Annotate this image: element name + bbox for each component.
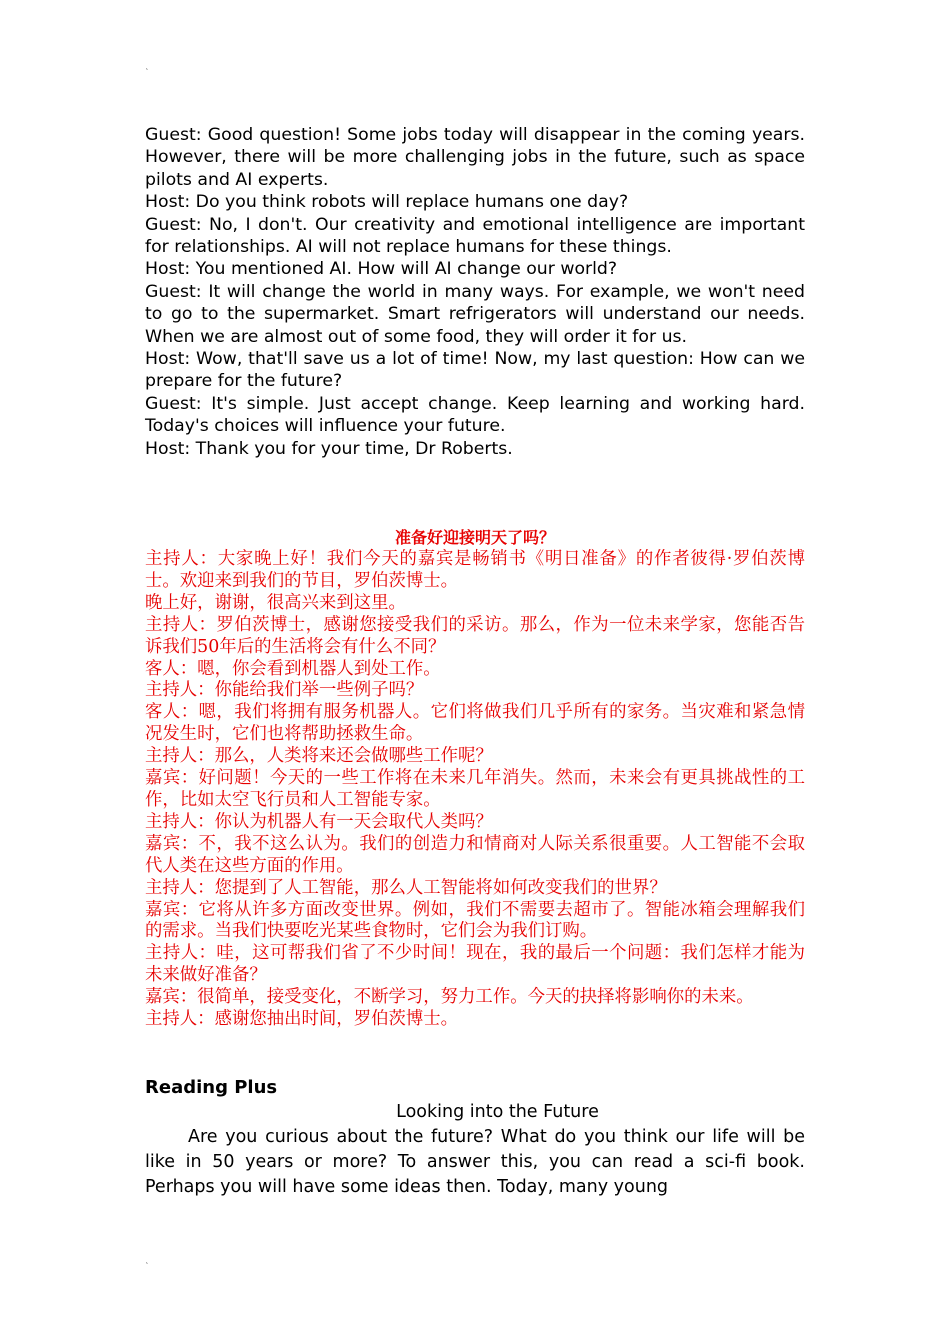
dialogue-line: Guest: It will change the world in many ways. For example, we won't need to go to the supermarket. Smart refrigerators will understand our needs. When we are almost out of some food, they will order it for us. [145, 281, 805, 347]
chinese-translation-title: 准备好迎接明天了吗？ [394, 528, 555, 547]
translation-line: 主持人：大家晚上好！我们今天的嘉宾是畅销书《明日准备》的作者彼得·罗伯茨博士。欢迎来到我们的节目，罗伯茨博士。 [145, 549, 805, 591]
translation-line: 主持人：你能给我们举一些例子吗？ [145, 680, 424, 701]
dialogue-line: Guest: It's simple. Just accept change. Keep learning and working hard. Today's choices will influence your future. [145, 393, 805, 437]
translation-line: 客人：嗯，我们将拥有服务机器人。它们将做我们几乎所有的家务。当灾难和紧急情况发生时，它们也将帮助拯救生命。 [145, 702, 805, 745]
translation-line: 嘉宾：它将从许多方面改变世界。例如，我们不需要去超市了。智能冰箱会理解我们的需求。当我们快要吃光某些食物时，它们会为我们订购。 [145, 899, 805, 942]
translation-line: 主持人：那么，人类将来还会做哪些工作呢？ [145, 746, 493, 767]
translation-line: 嘉宾：不，我不这么认为。我们的创造力和情商对人际关系很重要。人工智能不会取代人类在这些方面的作用。 [145, 833, 805, 876]
dialogue-line: Host: Thank you for your time, Dr Roberts. [145, 438, 513, 459]
dialogue-line: Guest: No, I don't. Our creativity and emotional intelligence are important for relationships. AI will not replace humans for these things. [145, 214, 805, 258]
reading-paragraph: Are you curious about the future? What do you think our life will be like in 50 years or more? To answer this, you can read a sci-fi book. Perhaps you will have some ideas then. Today, many young [145, 1127, 805, 1197]
translation-line: 主持人：罗伯茨博士，感谢您接受我们的采访。那么，作为一位未来学家，您能否告诉我们50年后的生活将会有什么不同？ [145, 614, 805, 657]
dialogue-line: Host: You mentioned AI. How will AI change our world? [145, 259, 618, 280]
chinese-translation [145, 549, 805, 1031]
translation-line: 晚上好，谢谢，很高兴来到这里。 [145, 592, 406, 613]
translation-line: 主持人：感谢您抽出时间，罗伯茨博士。 [145, 1009, 459, 1030]
dialogue-line: Host: Do you think robots will replace humans one day? [145, 192, 629, 213]
translation-line: 主持人：哇，这可帮我们省了不少时间！现在，我的最后一个问题：我们怎样才能为未来做好准备？ [145, 943, 805, 986]
translation-line: 客人：嗯，你会看到机器人到处工作。 [145, 658, 441, 679]
dialogue-line: Host: Wow, that'll save us a lot of time! Now, my last question: How can we prepare for the future? [145, 349, 805, 392]
translation-line: 嘉宾：好问题！今天的一些工作将在未来几年消失。然而，未来会有更具挑战性的工作，比如太空飞行员和人工智能专家。 [145, 768, 805, 810]
translation-line: 主持人：您提到了人工智能，那么人工智能将如何改变我们的世界？ [145, 877, 667, 898]
reading-plus-heading: Reading Plus [145, 1077, 278, 1098]
translation-line: 主持人：你认为机器人有一天会取代人类吗？ [145, 811, 493, 832]
page-corner-mark-top: ˛ [145, 61, 149, 70]
dialogue-line: Guest: Good question! Some jobs today will disappear in the coming years. However, there will be more challenging jobs in the future, such as space pilots and AI experts. [145, 125, 805, 190]
translation-line: 嘉宾：很简单，接受变化，不断学习，努力工作。今天的抉择将影响你的未来。 [145, 987, 754, 1008]
reading-title: Looking into the Future [396, 1102, 599, 1122]
english-dialogue [145, 124, 805, 460]
page-corner-mark-bottom: ˛ [145, 1255, 149, 1264]
